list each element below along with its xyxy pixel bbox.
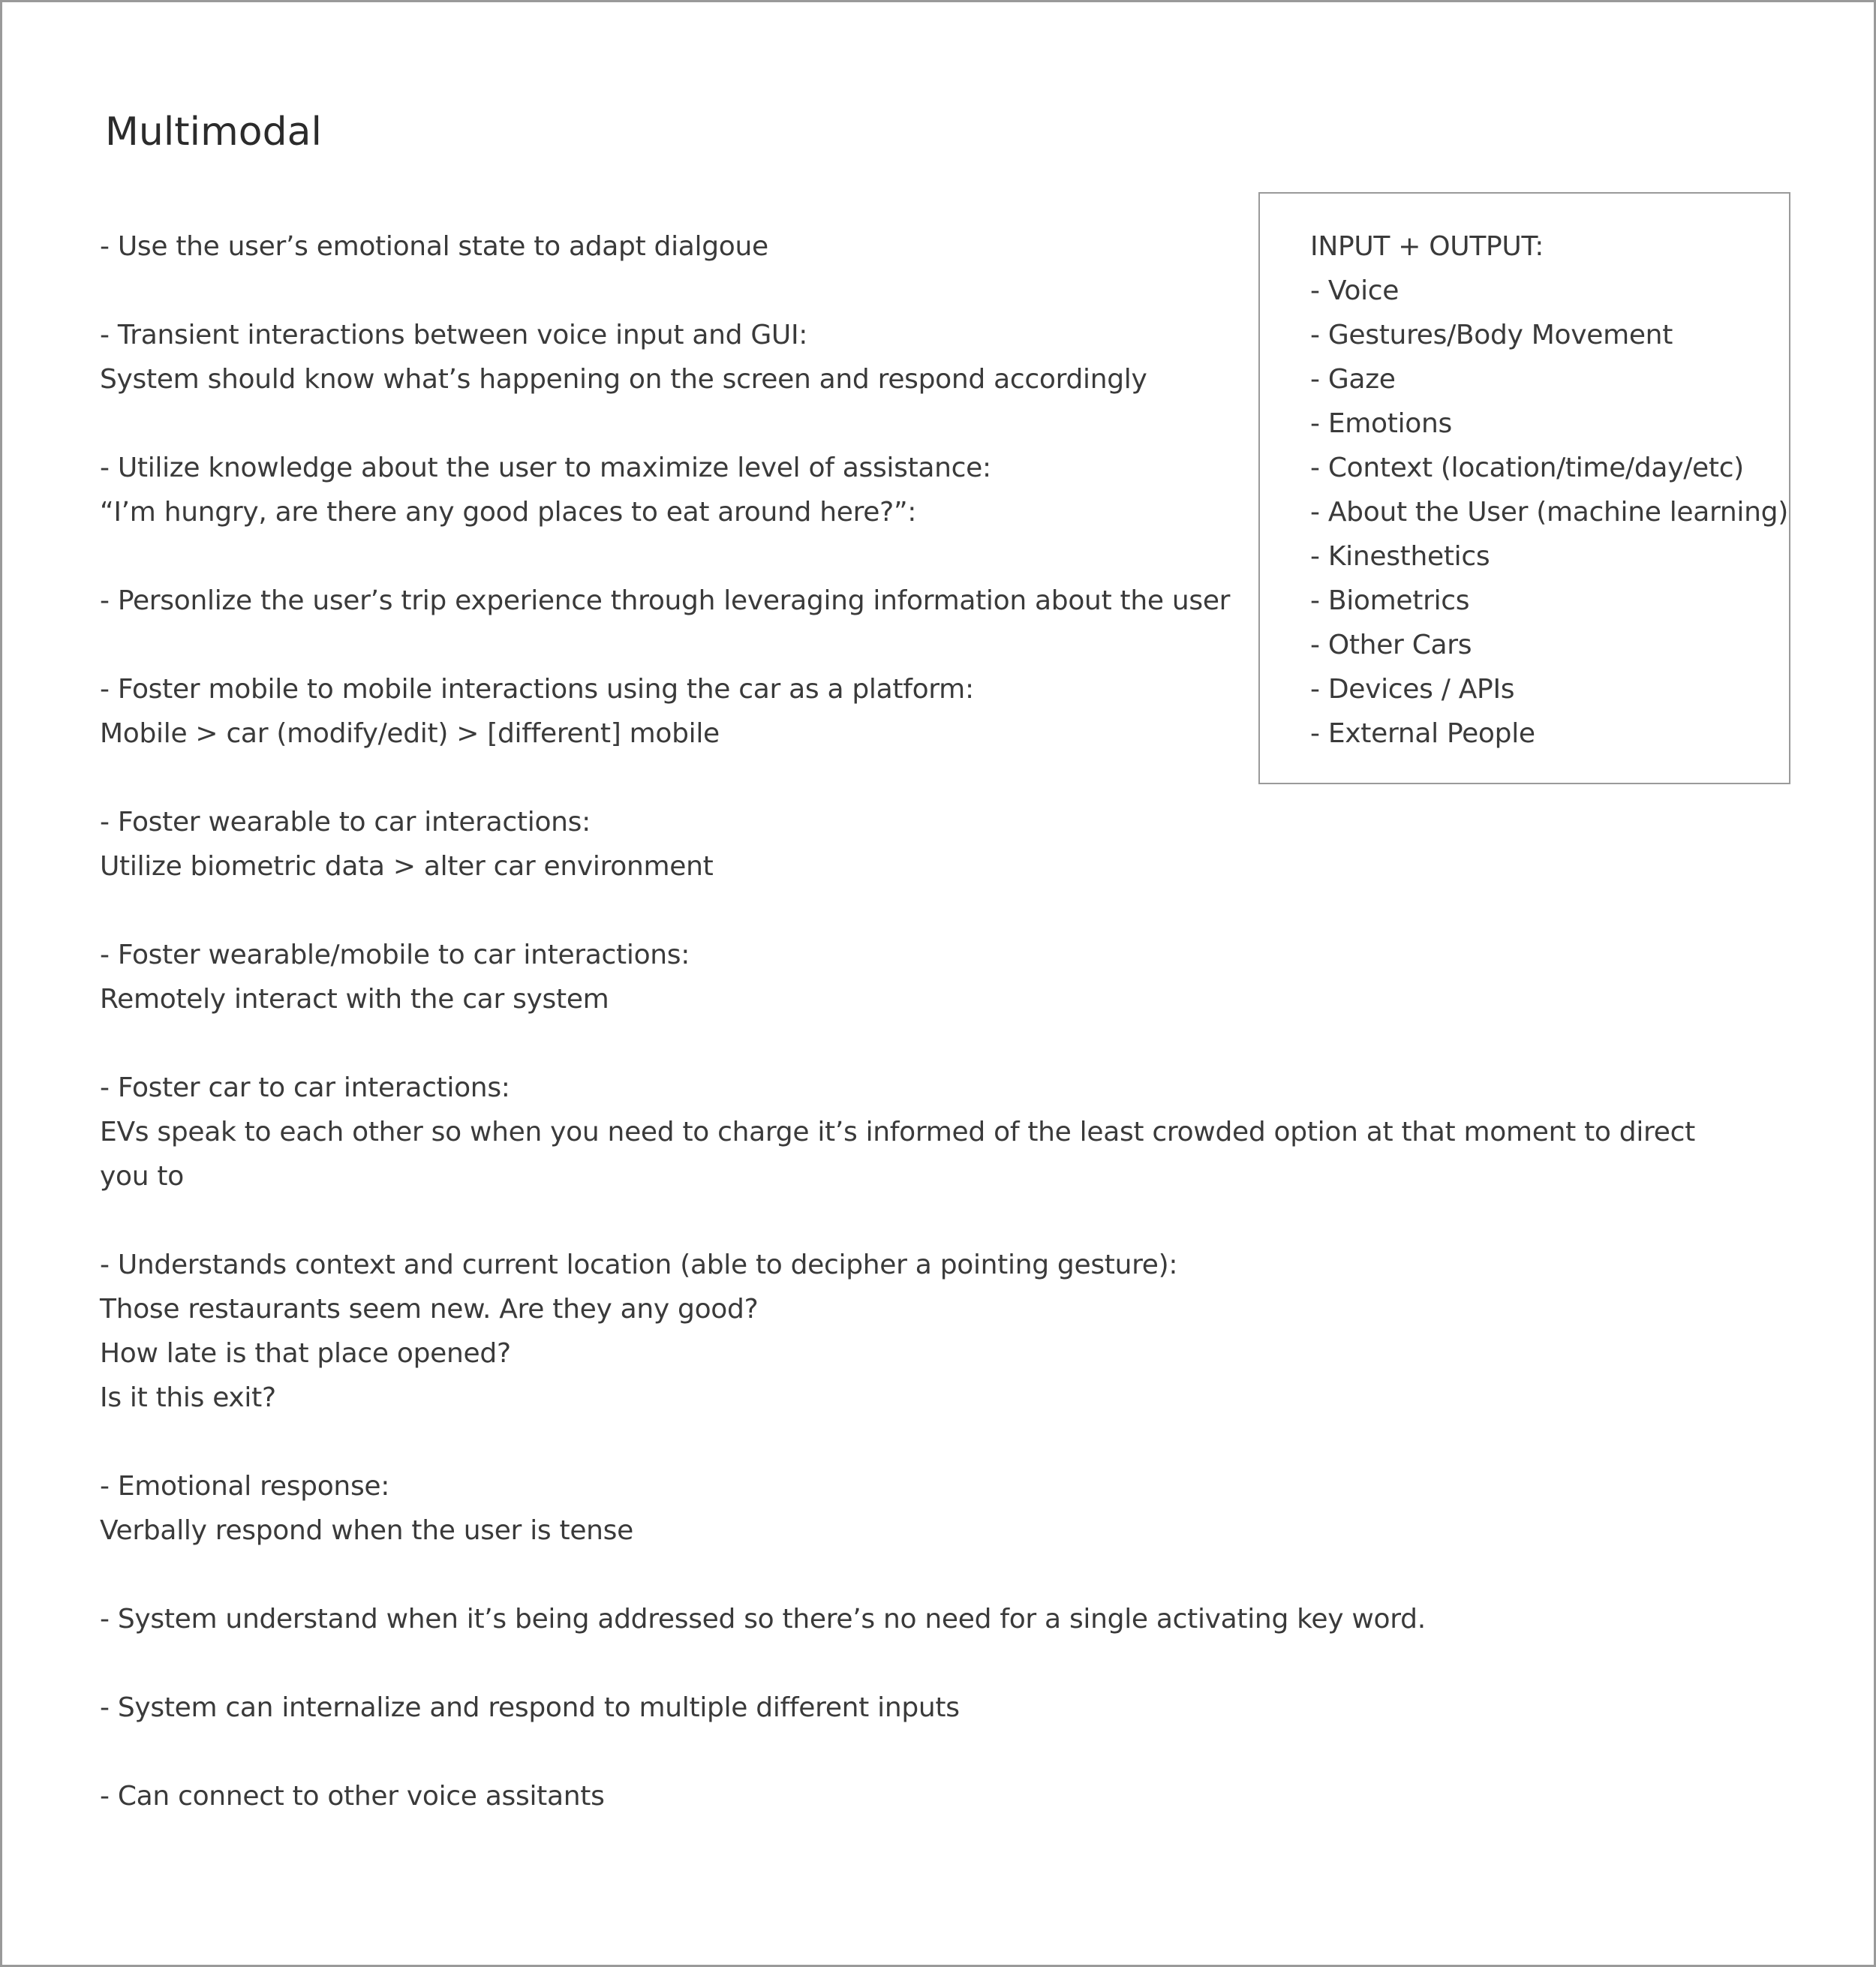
note-line: - Can connect to other voice assitants (100, 1781, 605, 1812)
io-item-devices-apis: - Devices / APIs (1310, 674, 1515, 705)
io-item-gestures: - Gestures/Body Movement (1310, 320, 1673, 350)
note-line: How late is that place opened? (100, 1338, 511, 1369)
io-item-kinesthetics: - Kinesthetics (1310, 541, 1490, 572)
note-line: Those restaurants seem new. Are they any good? (100, 1294, 759, 1325)
spacer (100, 889, 1601, 933)
note-line: - Use the user’s emotional state to adapt dialgoue (100, 231, 768, 262)
io-item-context: - Context (location/time/day/etc) (1310, 453, 1744, 483)
note-line: System should know what’s happening on the screen and respond accordingly (100, 364, 1147, 395)
note-line: Verbally respond when the user is tense (100, 1515, 633, 1546)
note-line: - Transient interactions between voice input and GUI: (100, 320, 808, 350)
io-item-emotions: - Emotions (1310, 408, 1452, 439)
io-item-external-people: - External People (1310, 718, 1535, 749)
note-line: - Foster mobile to mobile interactions using the car as a platform: (100, 674, 974, 705)
note-line: - Utilize knowledge about the user to maximize level of assistance: (100, 453, 991, 483)
note-line: - Foster wearable to car interactions: (100, 807, 591, 838)
note-line: - System understand when it’s being addressed so there’s no need for a single activating key word. (100, 1604, 1426, 1635)
note-wearable-mobile-to-car (100, 933, 1601, 1021)
note-line: you to (100, 1161, 184, 1192)
note-line: - Emotional response: (100, 1471, 390, 1502)
spacer (100, 1420, 1601, 1464)
note-line: “I’m hungry, are there any good places to eat around here?”: (100, 497, 917, 528)
note-line: - Foster wearable/mobile to car interactions: (100, 940, 690, 970)
io-item-voice: - Voice (1310, 275, 1399, 306)
spacer (100, 1021, 1601, 1066)
note-addressed (100, 1597, 1601, 1641)
note-line: EVs speak to each other so when you need to charge it’s informed of the least crowded option at that moment to direct (100, 1117, 1695, 1147)
spacer (100, 1553, 1601, 1597)
input-output-list (1310, 224, 1790, 756)
note-context-location (100, 1243, 1601, 1420)
note-line: Mobile > car (modify/edit) > [different] mobile (100, 718, 720, 749)
page-title: Multimodal (105, 110, 322, 155)
note-line: - Foster car to car interactions: (100, 1072, 510, 1103)
io-item-biometrics: - Biometrics (1310, 585, 1470, 616)
note-line: Utilize biometric data > alter car environment (100, 851, 714, 882)
note-car-to-car (100, 1066, 1695, 1199)
note-wearable-to-car (100, 800, 1601, 889)
spacer (100, 1730, 1601, 1774)
note-line: - Understands context and current location (able to decipher a pointing gesture): (100, 1250, 1178, 1280)
note-emotional-response (100, 1464, 1601, 1553)
io-item-gaze: - Gaze (1310, 364, 1396, 395)
note-line: Is it this exit? (100, 1382, 276, 1413)
note-voice-assistants (100, 1774, 1601, 1818)
spacer (100, 1199, 1601, 1243)
io-item-other-cars: - Other Cars (1310, 630, 1472, 660)
input-output-heading: INPUT + OUTPUT: (1310, 231, 1544, 262)
note-line: - System can internalize and respond to multiple different inputs (100, 1692, 960, 1723)
note-multiple-inputs (100, 1686, 1601, 1730)
io-item-about-user: - About the User (machine learning) (1310, 497, 1788, 528)
note-line: - Personlize the user’s trip experience through leveraging information about the user (100, 585, 1231, 616)
spacer (100, 1641, 1601, 1686)
note-line: Remotely interact with the car system (100, 984, 609, 1015)
